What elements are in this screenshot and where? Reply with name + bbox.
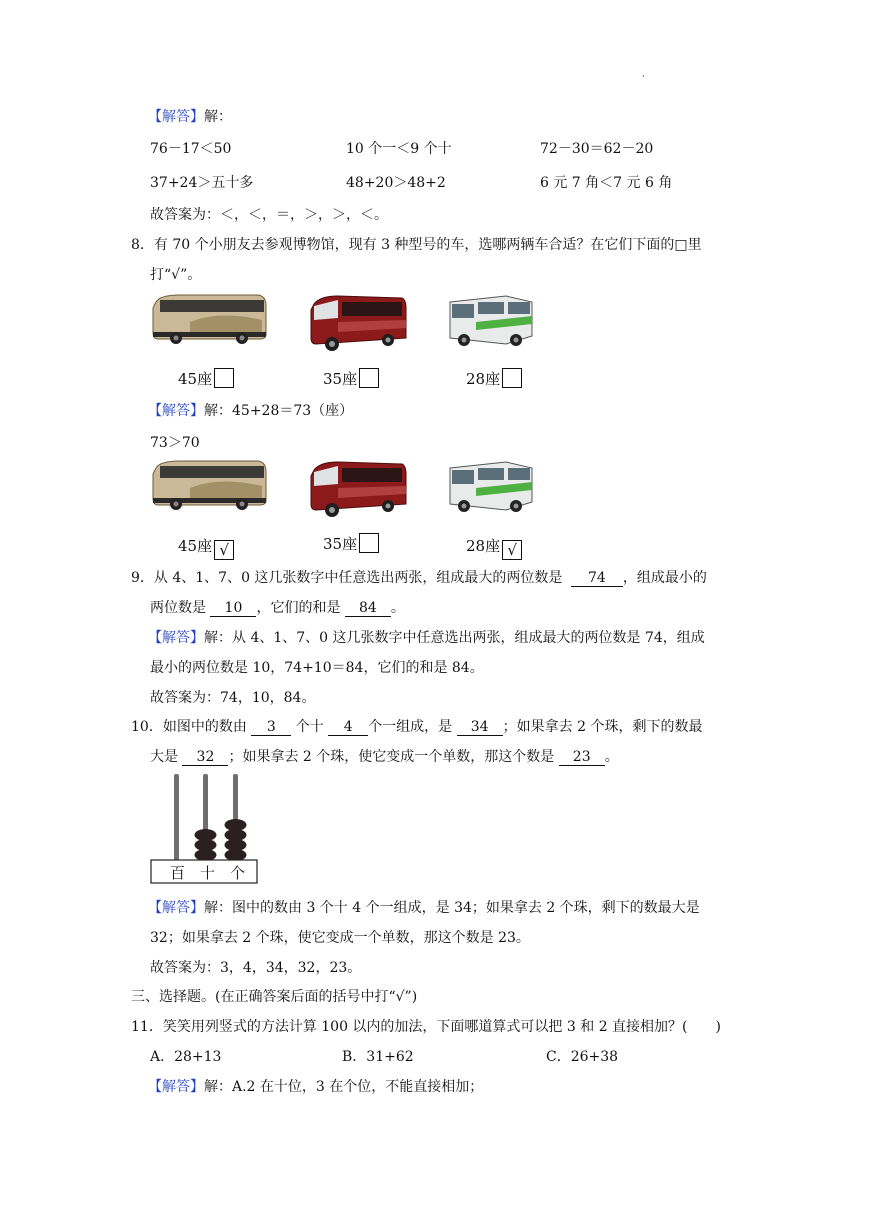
q9-blank-sum: 84 (345, 600, 391, 617)
q9-text-f: 。 (390, 600, 405, 616)
q7-r1-c2: 10 个一＜9 个十 (346, 141, 452, 157)
bus-35-answer-seats: 35座 (323, 535, 358, 553)
q10-text-f: 大是 (150, 749, 178, 765)
q10-blank-odd: 23 (559, 749, 605, 766)
q11-answer-text: 解：A.2 在十位，3 在个位，不能直接相加； (204, 1079, 484, 1095)
q10-text-h: 。 (604, 749, 619, 765)
q9-blank-smallest: 10 (210, 600, 256, 617)
q11-answer (148, 1076, 483, 1096)
hundreds-rod (174, 774, 179, 860)
bus-28-answer-seats: 28座 (466, 537, 501, 555)
q8-answer (148, 400, 353, 420)
bus-45-answer-seats: 45座 (178, 537, 213, 555)
bus-45-answer-label (178, 535, 234, 560)
q9-text-a: 9．从 4、1、7、0 这几张数字中任意选出两张，组成最大的两位数是 (131, 570, 563, 586)
bus-45-checkbox[interactable] (214, 368, 234, 388)
answer-tag: 【解答】 (148, 900, 204, 916)
bus-35-label (323, 368, 379, 389)
answer-prefix: 解： (204, 109, 232, 125)
q8-compare: 73＞70 (150, 435, 200, 451)
q10-blank-ones: 4 (328, 719, 368, 736)
tour-bus-45-answer-image (150, 458, 268, 514)
q9-final: 故答案为：74，10，84。 (150, 690, 316, 706)
q10-text-d: 个一组成，是 (368, 719, 453, 735)
q8-answer-text: 解：45+28＝73（座） (204, 403, 354, 419)
q9-question-line2 (150, 597, 405, 617)
q7-r2-c1: 37+24＞五十多 (150, 175, 254, 191)
q10-blank-number: 34 (457, 719, 503, 736)
q10-answer-line1 (148, 897, 700, 917)
q10-text-c: 个十 (295, 719, 324, 735)
q7-answer-heading (148, 106, 232, 126)
bus-35-checkbox[interactable] (359, 368, 379, 388)
q9-answer-text1: 解：从 4、1、7、0 这几张数字中任意选出两张，组成最大的两位数是 74，组成 (204, 630, 705, 646)
bus-35-answer-checkbox[interactable] (359, 533, 379, 553)
red-bus-35-image (308, 292, 408, 356)
q9-answer-line2: 最小的两位数是 10，74+10＝84，它们的和是 84。 (150, 660, 484, 676)
q9-text-d: 两位数是 (150, 600, 206, 616)
red-bus-35-answer-image (308, 458, 408, 522)
bus-45-label (178, 368, 234, 389)
q9-text-c: ，组成最小的 (622, 570, 707, 586)
q8-question-line2: 打“√”。 (150, 267, 202, 283)
q10-text-e: ；如果拿去 2 个珠，剩下的数最 (502, 719, 703, 735)
q7-r1-c1: 76－17＜50 (150, 141, 232, 157)
q11-option-a: A．28+13 (150, 1049, 222, 1065)
bus-28-label (466, 368, 522, 389)
bus-35-answer-label (323, 533, 379, 554)
q7-r2-c3: 6 元 7 角＜7 元 6 角 (540, 175, 673, 191)
q11-option-b: B．31+62 (342, 1049, 414, 1065)
q10-final: 故答案为：3，4，34，32，23。 (150, 960, 362, 976)
city-bus-28-image (446, 292, 536, 354)
q10-question-line2 (150, 746, 619, 766)
abacus-place-labels: 百 十 个 (170, 864, 246, 882)
q9-text-e: ，它们的和是 (256, 600, 341, 616)
q11-question: 11．笑笑用列竖式的方法计算 100 以内的加法，下面哪道算式可以把 3 和 2 直接相加？( ) (131, 1019, 721, 1035)
q7-final: 故答案为：＜，＜，＝，＞，＞，＜。 (150, 207, 388, 223)
bus-28-answer-checkbox[interactable]: √ (502, 540, 522, 560)
bus-28-checkbox[interactable] (502, 368, 522, 388)
q9-answer-line1 (148, 627, 705, 647)
ones-beads (225, 819, 247, 861)
q9-question-line1 (131, 567, 707, 587)
tens-beads (195, 829, 217, 861)
bus-28-answer-label (466, 535, 522, 560)
stray-dot: · (642, 72, 645, 82)
q10-blank-max: 32 (182, 749, 228, 766)
q10-answer-line2: 32；如果拿去 2 个珠，使它变成一个单数，那这个数是 23。 (150, 930, 530, 946)
q8-question-line1: 8．有 70 个小朋友去参观博物馆，现有 3 种型号的车，选哪两辆车合适？在它们下面的□里 (131, 237, 702, 253)
q10-answer-text1: 解：图中的数由 3 个十 4 个一组成，是 34；如果拿去 2 个珠，剩下的数最大是 (204, 900, 700, 916)
q10-blank-tens: 3 (251, 719, 291, 736)
ones-bead (225, 849, 247, 861)
q10-text-g: ；如果拿去 2 个珠，使它变成一个单数，那这个数是 (228, 749, 555, 765)
q11-option-c: C．26+38 (546, 1049, 619, 1065)
tour-bus-45-image (150, 292, 268, 348)
bus-28-seats: 28座 (466, 370, 501, 388)
q10-question-line1 (131, 716, 702, 736)
section-3-heading: 三、选择题。(在正确答案后面的括号中打“√”) (131, 989, 418, 1005)
answer-tag: 【解答】 (148, 403, 204, 419)
answer-tag: 【解答】 (148, 109, 204, 125)
tens-bead (195, 849, 217, 861)
bus-45-seats: 45座 (178, 370, 213, 388)
bus-35-seats: 35座 (323, 370, 358, 388)
answer-tag: 【解答】 (148, 1079, 204, 1095)
q7-r1-c3: 72－30＝62－20 (540, 141, 654, 157)
q10-text-a: 10．如图中的数由 (131, 719, 247, 735)
answer-tag: 【解答】 (148, 630, 204, 646)
bus-45-answer-checkbox[interactable]: √ (214, 540, 234, 560)
city-bus-28-answer-image (446, 458, 536, 520)
q9-blank-largest: 74 (571, 570, 623, 587)
q7-r2-c2: 48+20＞48+2 (346, 175, 446, 191)
